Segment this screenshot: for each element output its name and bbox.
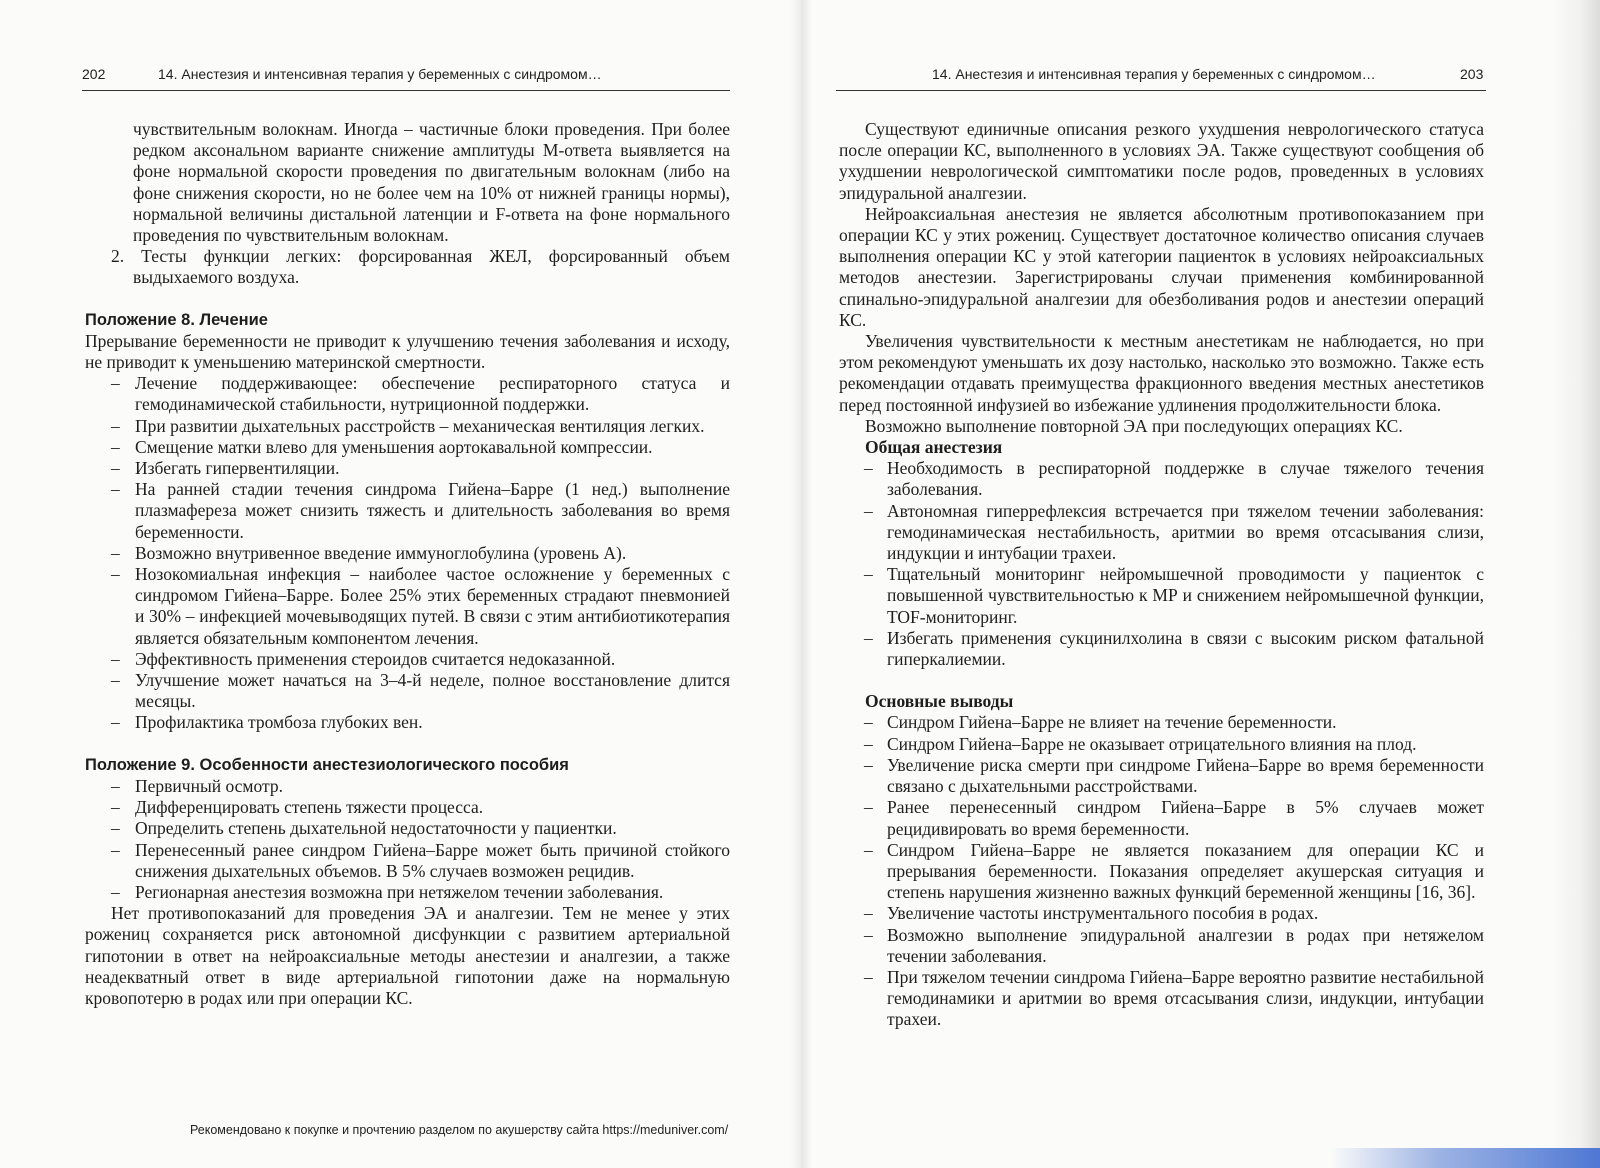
conclusions-heading: Основные выводы [865, 691, 1014, 712]
item-text: Тесты функции легких: форсированная ЖЕЛ, форсированный объем выдыхаемого воздуха. [133, 246, 731, 288]
list-item: – Возможно выполнение эпидуральной аналгезии в родах при нетяжелом течении заболевания. [864, 924, 1484, 966]
list-item: – Лечение поддерживающее: обеспечение респираторного статуса и гемодинамической стабильности, нутриционной поддержки. [111, 373, 730, 415]
general-anesthesia-list [839, 458, 1484, 670]
numbered-item-2 [85, 246, 730, 288]
list-item: – Автономная гиперрефлексия встречается при тяжелом течении заболевания: гемодинамическая нестабильность, аритмии во время отсасывания слизи, индукции и интубации трахеи. [864, 500, 1484, 564]
list-item: – Профилактика тромбоза глубоких вен. [111, 712, 423, 733]
list-item: – Синдром Гийена–Барре не влияет на течение беременности. [864, 712, 1337, 733]
list-item: – При развитии дыхательных расстройств – механическая вентиляция легких. [111, 415, 705, 436]
list-item: – Первичный осмотр. [111, 775, 283, 796]
paragraph-4: Возможно выполнение повторной ЭА при последующих операциях КС. [865, 415, 1403, 436]
list-item: – Синдром Гийена–Барре не оказывает отрицательного влияния на плод. [864, 733, 1417, 754]
section-8-intro: Прерывание беременности не приводит к улучшению течения заболевания и исходу, не приводит к уменьшению материнской смертности. [85, 330, 730, 373]
section-9-list [85, 776, 730, 903]
paragraph-3: Увеличения чувствительности к местным анестетикам не наблюдается, но при этом рекомендуют уменьшать их дозу настолько, насколько это возможно. Также есть рекомендации отдавать преимущества фракционного введения местных анестетиков перед постоянной инфузией во избежание удлинения продолжительности блока. [839, 331, 1484, 415]
conclusions-list [839, 712, 1484, 1030]
list-item: – Регионарная анестезия возможна при нетяжелом течении заболевания. [111, 881, 664, 902]
list-item: – Эффективность применения стероидов считается недоказанной. [111, 648, 616, 669]
list-item: – Нозокомиальная инфекция – наиболее частое осложнение у беременных с синдромом Гийена–Барре. Более 25% этих беременных страдают пневмонией и 30% – инфекцией мочевыводящих путей. В связи с этим антибиотикотерапия является обязательным компонентом лечения. [111, 564, 730, 648]
right-text-column [839, 119, 1484, 1031]
left-page-number: 202 [82, 66, 106, 82]
section-9-heading: Положение 9. Особенности анестезиологического пособия [85, 755, 569, 774]
list-item: – Определить степень дыхательной недостаточности у пациентки. [111, 818, 617, 839]
scanner-edge-strip [1330, 1148, 1600, 1168]
list-item: – На ранней стадии течения синдрома Гийена–Барре (1 нед.) выполнение плазмафереза может снизить тяжесть и длительность заболевания во время беременности. [111, 479, 730, 542]
list-item: – Перенесенный ранее синдром Гийена–Барре может быть причиной стойкого снижения дыхательных объемов. В 5% случаев возможен рецидив. [111, 839, 730, 881]
section-9-paragraph: Нет противопоказаний для проведения ЭА и аналгезии. Тем не менее у этих рожениц сохраняется риск автономной дисфункции с развитием артериальной гипотонии в ответ на нейроаксиальные методы анестезии и аналгезии, а также неадекватный ответ в виде артериальной гипотонии даже на нормальную кровопотерю в родах или при операции КС. [85, 903, 730, 1008]
list-item: – Увеличение риска смерти при синдроме Гийена–Барре во время беременности связано с дыхательными расстройствами. [864, 754, 1484, 797]
item-number: 2. [111, 246, 125, 267]
list-item: – Тщательный мониторинг нейромышечной проводимости у пациенток с повышенной чувствительностью к МР и снижением нейромышечной функции, TOF-мониторинг. [864, 564, 1484, 627]
book-gutter-shadow [790, 0, 812, 1168]
general-anesthesia-heading: Общая анестезия [865, 437, 1003, 458]
list-item: – Синдром Гийена–Барре не является показанием для операции КС и прерывания беременности. Показания определяет акушерская ситуация и степень нарушения жизненно важных функций беременной женщины [16, 36]. [864, 839, 1484, 903]
list-item: – Увеличение частоты инструментального пособия в родах. [864, 903, 1319, 924]
list-item: – Ранее перенесенный синдром Гийена–Барре в 5% случаев может рецидивировать во время беременности. [864, 797, 1484, 839]
list-item: – Избегать гипервентиляции. [111, 458, 340, 479]
list-item: – Необходимость в респираторной поддержке в случае тяжелого течения заболевания. [864, 458, 1484, 500]
list-item: – При тяжелом течении синдрома Гийена–Барре вероятно развитие нестабильной гемодинамики и аритмии во время отсасывания слизи, индукции, интубации трахеи. [864, 966, 1484, 1030]
left-running-title: 14. Анестезия и интенсивная терапия у беременных с синдромом… [158, 66, 602, 82]
list-item: – Избегать применения сукцинилхолина в связи с высоким риском фатальной гиперкалиемии. [864, 627, 1484, 670]
list-item: – Возможно внутривенное введение иммуноглобулина (уровень А). [111, 542, 627, 563]
left-text-column [85, 119, 730, 1009]
list-item: – Дифференцировать степень тяжести процесса. [111, 797, 484, 818]
left-header-rule [82, 90, 730, 91]
page-edge-shadow [1550, 0, 1600, 1168]
paragraph-2: Нейроаксиальная анестезия не является абсолютным противопоказанием при операции КС у этих рожениц. Существует достаточное количество описания случаев выполнения операции КС у этой категории пациенток в условиях нейроаксиальных методов анестезии. Зарегистрированы случаи применения комбинированной спинально-эпидуральной аналгезии для обезболивания родов и анестезии операций КС. [839, 203, 1484, 330]
paragraph-1: Существуют единичные описания резкого ухудшения неврологического статуса после операции КС, выполненного в условиях ЭА. Также существуют сообщения об ухудшении неврологической симптоматики после родов, проведенных в условиях эпидуральной аналгезии. [839, 119, 1484, 203]
footer-recommendation: Рекомендовано к покупке и прочтению разделом по акушерству сайта https://meduniver.com/ [190, 1123, 729, 1137]
right-page-number: 203 [1460, 66, 1484, 82]
list-item: – Смещение матки влево для уменьшения аортокавальной компрессии. [111, 436, 653, 457]
right-header-rule [836, 90, 1486, 91]
section-8-list [85, 373, 730, 733]
section-8-heading: Положение 8. Лечение [85, 310, 268, 329]
right-running-title: 14. Анестезия и интенсивная терапия у беременных с синдромом… [932, 66, 1376, 82]
intro-continuation: чувствительным волокнам. Иногда – частичные блоки проведения. При более редком аксональном варианте снижение амплитуды М-ответа выявляется на фоне нормальной скорости проведения по двигательным волокнам (либо на фоне снижения скорости, но не более чем на 10% от нижней границы нормы), нормальной величины дистальной латенции и F-ответа на фоне нормального проведения по чувствительным волокнам. [133, 119, 730, 246]
list-item: – Улучшение может начаться на 3–4-й неделе, полное восстановление длится месяцы. [111, 670, 730, 712]
